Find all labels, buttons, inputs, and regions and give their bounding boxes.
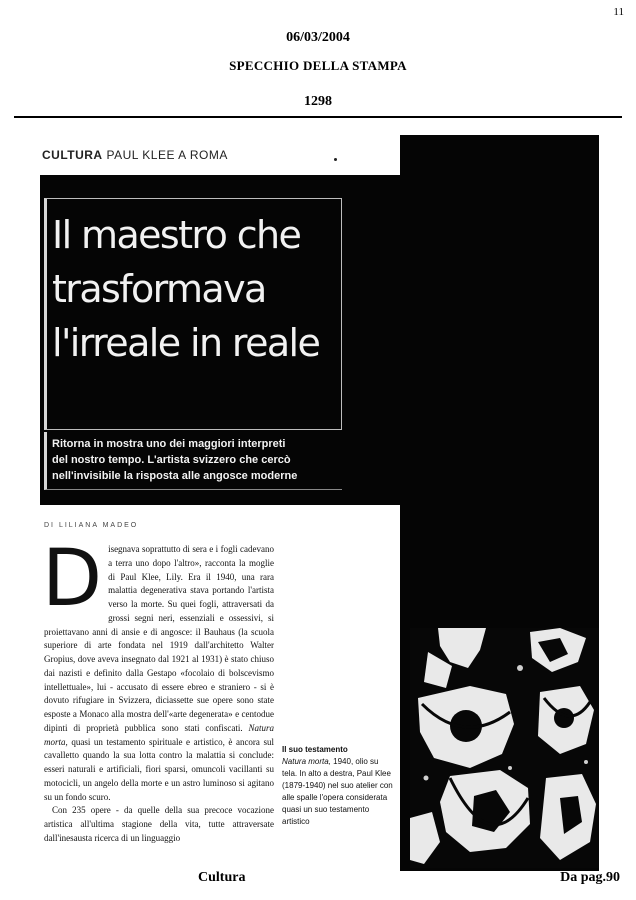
subhead-line: nell'invisibile la risposta alle angosce moderne	[52, 470, 298, 482]
article-byline: DI LILIANA MADEO	[44, 522, 139, 529]
body-paragraph: Con 235 opere - da quelle della sua precoce vocazione artistica all'ultima stagione della vita, tutte attraversate dall'inesausta ricerca di un linguaggio	[44, 805, 274, 843]
press-date: 06/03/2004	[286, 30, 350, 45]
press-source: SPECCHIO DELLA STAMPA	[229, 58, 407, 73]
footer-page-ref: Da pag.90	[560, 870, 620, 885]
klee-painting-image	[410, 628, 599, 868]
article-body	[42, 534, 275, 846]
headline-line: Il maestro che	[52, 213, 301, 257]
subhead-line: Ritorna in mostra uno dei maggiori interpreti	[52, 438, 286, 450]
article-subhead	[52, 436, 352, 484]
body-paragraph-text: isegnava soprattutto di sera e i fogli cadevano a terra uno dopo l'altro», racconta la moglie di Paul Klee, Lily. Era il 1940, una rara malattia degenerativa stava portando l'artista verso la morte. Su quei fogli, attraversati da grossi segni neri, essenziali e ossessivi, si proiettavano anni di ansie e di angosce: il Bauhaus (la scuola superiore di arte fondata nel 1919 dall'architetto Walter Gropius, dove aveva insegnato dal 1921 al 1931) è stato chiuso dai nazisti e definito dalla Gestapo «focolaio di bolscevismo intellettuale», lui - accusato di essere ebreo e straniero - si è dovuto rifugiare in Svizzera, diciassette sue opere sono state esposte a Monaco alla mostra dell'«arte degenerata» e centodue dipinti di proprietà pubblica sono stati confiscati.	[44, 544, 274, 733]
section-category: CULTURA	[42, 148, 103, 162]
subhead-line: del nostro tempo. L'artista svizzero che cercò	[52, 454, 291, 466]
body-paragraph	[42, 534, 275, 804]
headline-line: trasformava	[52, 267, 266, 311]
page-number: 11	[613, 6, 624, 18]
photo-caption	[282, 744, 394, 828]
drop-cap: D	[42, 534, 103, 624]
footer-section: Cultura	[198, 870, 246, 885]
headline-line: l'irreale in reale	[52, 321, 320, 365]
article-headline	[52, 208, 352, 370]
caption-title: Il suo testamento	[282, 745, 348, 754]
section-label	[42, 148, 228, 162]
caption-artwork-title: Natura morta,	[282, 757, 331, 766]
press-code: 1298	[304, 94, 332, 109]
caption-text: 1940, olio su tela. In alto a destra, Paul Klee (1879-1940) nel suo atelier con alle spalle l'opera considerata quasi un suo testamento artistico	[282, 757, 393, 826]
section-topic: PAUL KLEE A ROMA	[106, 148, 228, 162]
artwork-title-inline: Natura morta,	[44, 722, 275, 747]
decorative-dot	[334, 158, 337, 161]
header-divider	[14, 116, 622, 118]
body-paragraph-text: quasi un testamento spirituale e artistico, è ancora sul cavalletto quando la sua lotta contro la malattia si conclude: esseri naturali e artificiali, fiori sparsi, omuncoli vacillanti su motocicli, un angelo della morte e un astro luminoso si agitano su un fondo scuro.	[44, 736, 274, 802]
